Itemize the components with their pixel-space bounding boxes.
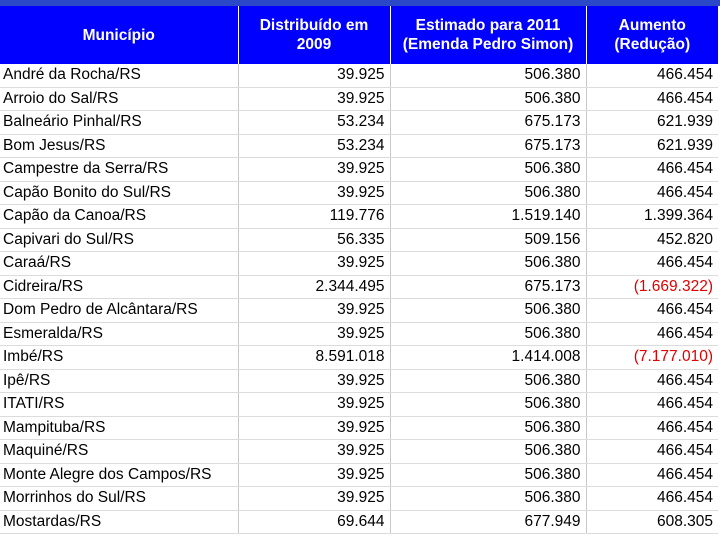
cell-municipio: Imbé/RS bbox=[0, 346, 238, 370]
header-estimado-2011: Estimado para 2011 (Emenda Pedro Simon) bbox=[390, 6, 586, 64]
table-row bbox=[0, 228, 718, 252]
cell-distribuido-2009: 119.776 bbox=[238, 205, 390, 229]
cell-distribuido-2009: 39.925 bbox=[238, 158, 390, 182]
cell-aumento: 466.454 bbox=[586, 64, 718, 87]
table-row bbox=[0, 134, 718, 158]
cell-aumento: 466.454 bbox=[586, 322, 718, 346]
cell-municipio: Capão Bonito do Sul/RS bbox=[0, 181, 238, 205]
cell-estimado-2011: 506.380 bbox=[390, 64, 586, 87]
table-row bbox=[0, 252, 718, 276]
cell-distribuido-2009: 39.925 bbox=[238, 393, 390, 417]
table-row bbox=[0, 393, 718, 417]
cell-aumento: 1.399.364 bbox=[586, 205, 718, 229]
cell-municipio: Mampituba/RS bbox=[0, 416, 238, 440]
cell-distribuido-2009: 53.234 bbox=[238, 134, 390, 158]
cell-estimado-2011: 675.173 bbox=[390, 134, 586, 158]
cell-municipio: Esmeralda/RS bbox=[0, 322, 238, 346]
cell-municipio: Dom Pedro de Alcântara/RS bbox=[0, 299, 238, 323]
table-row bbox=[0, 510, 718, 534]
table-row bbox=[0, 181, 718, 205]
cell-distribuido-2009: 39.925 bbox=[238, 463, 390, 487]
cell-aumento: 466.454 bbox=[586, 416, 718, 440]
cell-municipio: Arroio do Sal/RS bbox=[0, 87, 238, 111]
table-row bbox=[0, 205, 718, 229]
cell-aumento: 621.939 bbox=[586, 111, 718, 135]
cell-distribuido-2009: 56.335 bbox=[238, 228, 390, 252]
cell-municipio: Capivari do Sul/RS bbox=[0, 228, 238, 252]
cell-municipio: André da Rocha/RS bbox=[0, 64, 238, 87]
cell-aumento: 621.939 bbox=[586, 134, 718, 158]
cell-municipio: Maquiné/RS bbox=[0, 440, 238, 464]
cell-aumento: 466.454 bbox=[586, 252, 718, 276]
cell-distribuido-2009: 39.925 bbox=[238, 487, 390, 511]
cell-aumento: 466.454 bbox=[586, 393, 718, 417]
cell-municipio: Caraá/RS bbox=[0, 252, 238, 276]
cell-municipio: Cidreira/RS bbox=[0, 275, 238, 299]
cell-aumento: 466.454 bbox=[586, 299, 718, 323]
cell-municipio: Ipê/RS bbox=[0, 369, 238, 393]
header-aumento-reducao: Aumento (Redução) bbox=[586, 6, 718, 64]
cell-distribuido-2009: 39.925 bbox=[238, 87, 390, 111]
table-row bbox=[0, 463, 718, 487]
cell-aumento: 466.454 bbox=[586, 440, 718, 464]
cell-aumento: 466.454 bbox=[586, 87, 718, 111]
header-distribuido-2009: Distribuído em 2009 bbox=[238, 6, 390, 64]
table-row bbox=[0, 111, 718, 135]
cell-estimado-2011: 677.949 bbox=[390, 510, 586, 534]
cell-aumento: 466.454 bbox=[586, 487, 718, 511]
table-row bbox=[0, 487, 718, 511]
cell-municipio: Monte Alegre dos Campos/RS bbox=[0, 463, 238, 487]
cell-distribuido-2009: 39.925 bbox=[238, 181, 390, 205]
cell-distribuido-2009: 39.925 bbox=[238, 252, 390, 276]
cell-distribuido-2009: 39.925 bbox=[238, 440, 390, 464]
table-row bbox=[0, 440, 718, 464]
table-row bbox=[0, 416, 718, 440]
cell-estimado-2011: 506.380 bbox=[390, 252, 586, 276]
cell-estimado-2011: 506.380 bbox=[390, 87, 586, 111]
cell-aumento: 466.454 bbox=[586, 158, 718, 182]
cell-estimado-2011: 1.414.008 bbox=[390, 346, 586, 370]
table-row bbox=[0, 346, 718, 370]
cell-distribuido-2009: 39.925 bbox=[238, 369, 390, 393]
header-row bbox=[0, 6, 718, 64]
table-row bbox=[0, 275, 718, 299]
cell-estimado-2011: 506.380 bbox=[390, 463, 586, 487]
cell-estimado-2011: 506.380 bbox=[390, 416, 586, 440]
cell-distribuido-2009: 8.591.018 bbox=[238, 346, 390, 370]
header-municipio: Município bbox=[0, 6, 238, 64]
table-row bbox=[0, 158, 718, 182]
cell-municipio: Bom Jesus/RS bbox=[0, 134, 238, 158]
cell-distribuido-2009: 53.234 bbox=[238, 111, 390, 135]
table-row bbox=[0, 369, 718, 393]
cell-distribuido-2009: 39.925 bbox=[238, 64, 390, 87]
cell-municipio: Capão da Canoa/RS bbox=[0, 205, 238, 229]
cell-distribuido-2009: 2.344.495 bbox=[238, 275, 390, 299]
cell-estimado-2011: 506.380 bbox=[390, 299, 586, 323]
cell-aumento: 466.454 bbox=[586, 369, 718, 393]
cell-municipio: Campestre da Serra/RS bbox=[0, 158, 238, 182]
cell-estimado-2011: 506.380 bbox=[390, 393, 586, 417]
cell-estimado-2011: 506.380 bbox=[390, 440, 586, 464]
table-row bbox=[0, 299, 718, 323]
cell-estimado-2011: 509.156 bbox=[390, 228, 586, 252]
cell-municipio: Morrinhos do Sul/RS bbox=[0, 487, 238, 511]
cell-aumento: 466.454 bbox=[586, 181, 718, 205]
cell-estimado-2011: 506.380 bbox=[390, 487, 586, 511]
cell-aumento: 466.454 bbox=[586, 463, 718, 487]
cell-aumento: 452.820 bbox=[586, 228, 718, 252]
table-header bbox=[0, 6, 718, 64]
cell-estimado-2011: 506.380 bbox=[390, 322, 586, 346]
cell-distribuido-2009: 39.925 bbox=[238, 299, 390, 323]
cell-distribuido-2009: 69.644 bbox=[238, 510, 390, 534]
table-row bbox=[0, 87, 718, 111]
cell-estimado-2011: 1.519.140 bbox=[390, 205, 586, 229]
cell-estimado-2011: 675.173 bbox=[390, 111, 586, 135]
cell-distribuido-2009: 39.925 bbox=[238, 322, 390, 346]
cell-estimado-2011: 675.173 bbox=[390, 275, 586, 299]
cell-aumento: 608.305 bbox=[586, 510, 718, 534]
cell-municipio: ITATI/RS bbox=[0, 393, 238, 417]
cell-municipio: Mostardas/RS bbox=[0, 510, 238, 534]
cell-estimado-2011: 506.380 bbox=[390, 369, 586, 393]
cell-aumento: (7.177.010) bbox=[586, 346, 718, 370]
table-row bbox=[0, 322, 718, 346]
table-body bbox=[0, 64, 718, 534]
cell-municipio: Balneário Pinhal/RS bbox=[0, 111, 238, 135]
cell-distribuido-2009: 39.925 bbox=[238, 416, 390, 440]
cell-aumento: (1.669.322) bbox=[586, 275, 718, 299]
table-row bbox=[0, 64, 718, 87]
cell-estimado-2011: 506.380 bbox=[390, 181, 586, 205]
municipality-table bbox=[0, 6, 718, 534]
cell-estimado-2011: 506.380 bbox=[390, 158, 586, 182]
